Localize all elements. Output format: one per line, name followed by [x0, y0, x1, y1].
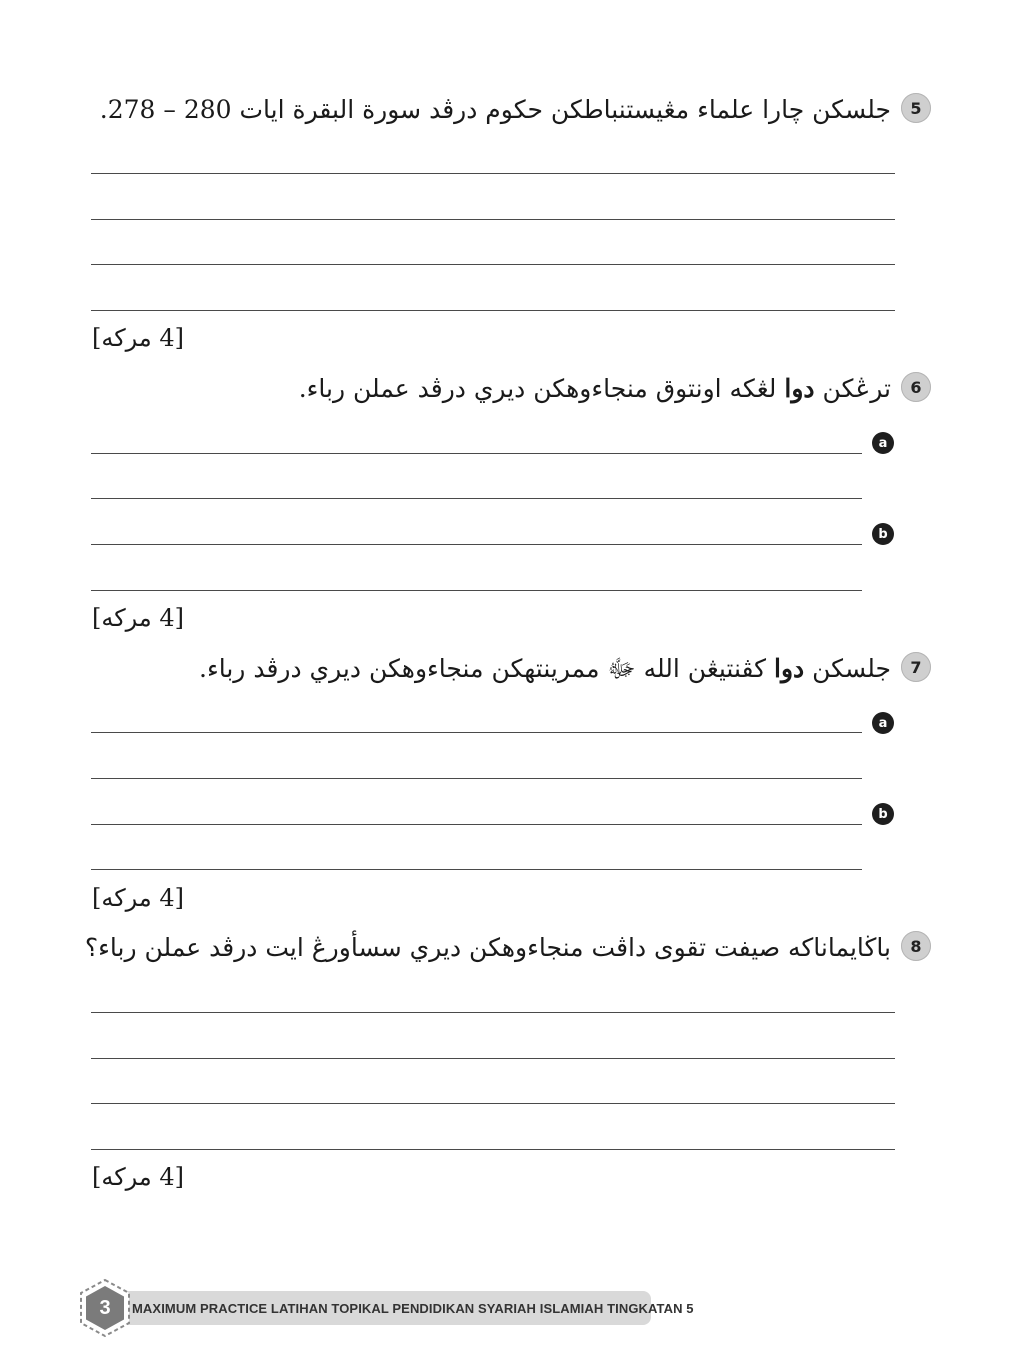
question-emphasis: دوا — [774, 654, 805, 683]
question-text — [299, 376, 891, 401]
footer-title: MAXIMUM PRACTICE LATIHAN TOPIKAL PENDIDIKAN SYARIAH ISLAMIAH TINGKATAN 5 — [132, 1300, 694, 1316]
question-number-badge: 7 — [901, 652, 931, 682]
answer-line[interactable] — [91, 778, 862, 779]
answer-line[interactable] — [91, 453, 862, 454]
answer-line[interactable] — [91, 264, 895, 265]
answer-line[interactable] — [91, 498, 862, 499]
sub-question-a-badge: a — [872, 432, 894, 454]
question-text: باڬايماناكه صيفت تقوى داڤت منجاءوهكن ديري سسأورڠ ايت درڤد عملن رباء؟ — [84, 933, 891, 962]
question-number-badge: 6 — [901, 372, 931, 402]
sub-question-b-badge: b — [872, 803, 894, 825]
answer-line[interactable] — [91, 544, 862, 545]
answer-line[interactable] — [91, 219, 895, 220]
question-emphasis: دوا — [784, 374, 815, 403]
answer-line[interactable] — [91, 869, 862, 870]
answer-line[interactable] — [91, 1103, 895, 1104]
marks-label: [4 مركه] — [92, 884, 185, 912]
answer-line[interactable] — [91, 1058, 895, 1059]
answer-line[interactable] — [91, 173, 895, 174]
question-text-part: لڠكه اونتوق منجاءوهكن ديري درڤد عملن رباء. — [298, 374, 777, 403]
footer-bar — [104, 1291, 694, 1325]
question-text-part: كڤنتيڠن الله ﷻ ممرينتهكن منجاءوهكن ديري درڤد رباء. — [199, 654, 767, 683]
marks-label: [4 مركه] — [92, 604, 185, 632]
answer-line[interactable] — [91, 1012, 895, 1013]
answer-line[interactable] — [91, 1149, 895, 1150]
question-text-part: جلسكن — [812, 654, 891, 683]
question-text-part: ترڠكن — [822, 374, 891, 403]
page-number: 3 — [99, 1296, 111, 1319]
question-text: جلسكن چارا علماء مڠيستنباطكن حكوم درڤد سورة البقرة ايات 280 – 278. — [99, 95, 891, 124]
answer-line[interactable] — [91, 310, 895, 311]
question-text — [199, 656, 891, 681]
question-number-badge: 5 — [901, 93, 931, 123]
answer-line[interactable] — [91, 824, 862, 825]
marks-label: [4 مركه] — [92, 1163, 185, 1191]
answer-line[interactable] — [91, 732, 862, 733]
marks-label: [4 مركه] — [92, 324, 185, 352]
sub-question-b-badge: b — [872, 523, 894, 545]
sub-question-a-badge: a — [872, 712, 894, 734]
page-number-hexagon — [78, 1278, 132, 1338]
answer-line[interactable] — [91, 590, 862, 591]
question-number-badge: 8 — [901, 931, 931, 961]
